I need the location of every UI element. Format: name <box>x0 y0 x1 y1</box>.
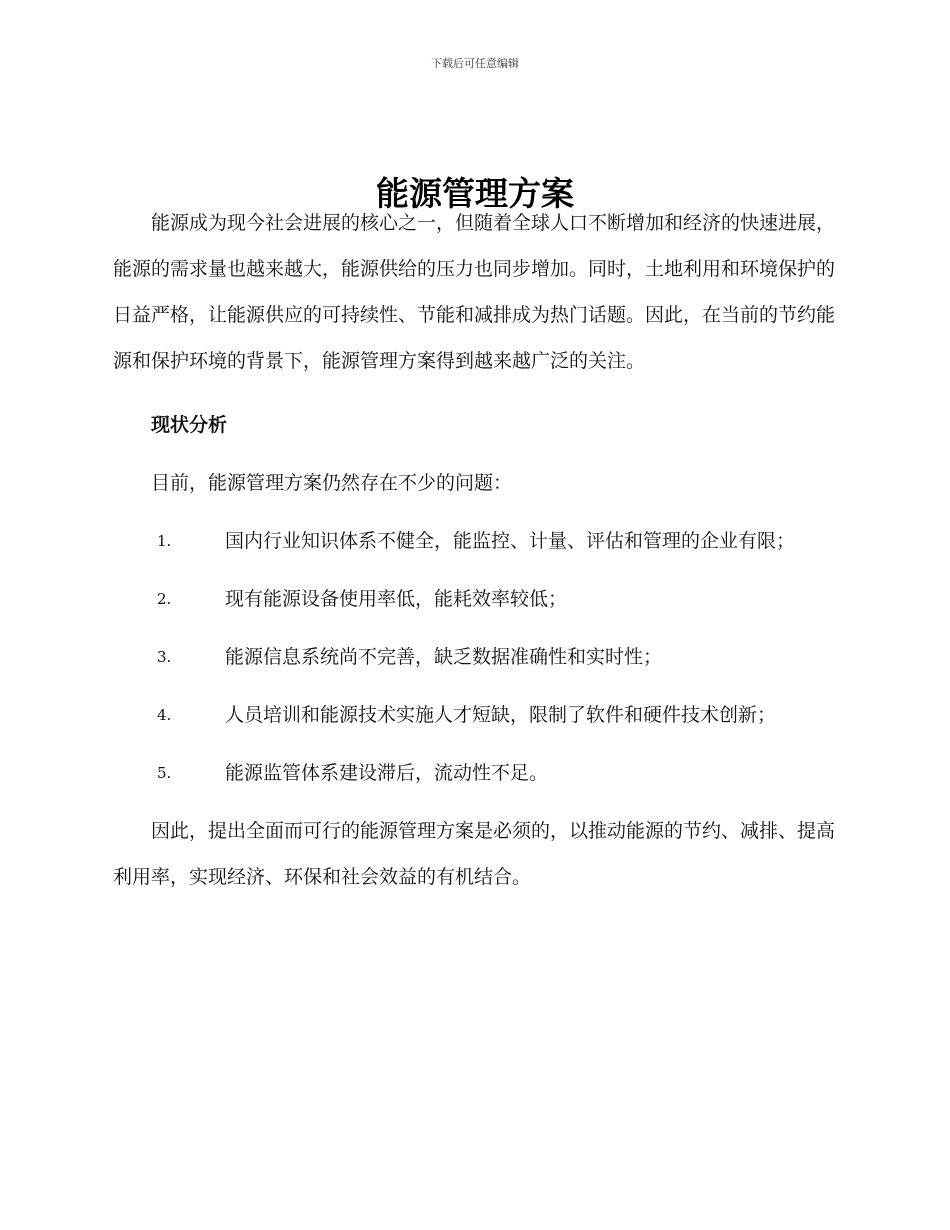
problem-list <box>113 518 835 796</box>
document-title: 能源管理方案 <box>376 174 574 214</box>
list-item <box>113 634 835 680</box>
list-item-text: 能源监管体系建设滞后，流动性不足。 <box>225 762 549 784</box>
list-item-text: 人员培训和能源技术实施人才短缺，限制了软件和硬件技术创新； <box>225 704 777 726</box>
section-intro-paragraph: 目前，能源管理方案仍然存在不少的问题： <box>151 472 513 494</box>
list-item-text: 国内行业知识体系不健全，能监控、计量、评估和管理的企业有限； <box>225 530 796 552</box>
list-item-number: 2. <box>157 590 172 608</box>
header-note: 下载后可任意编辑 <box>431 57 519 70</box>
list-item <box>113 750 835 796</box>
conclusion-paragraph: 因此，提出全面而可行的能源管理方案是必须的，以推动能源的节约、减排、提高利用率，实现经济、环保和社会效益的有机结合。 <box>113 820 836 888</box>
list-item-number: 1. <box>157 532 172 550</box>
list-item-number: 4. <box>157 706 172 724</box>
section-heading: 现状分析 <box>151 414 228 436</box>
list-item-number: 3. <box>157 648 172 666</box>
list-item-text: 能源信息系统尚不完善，缺乏数据准确性和实时性； <box>225 646 663 668</box>
document-body <box>113 200 835 900</box>
intro-paragraph: 能源成为现今社会进展的核心之一，但随着全球人口不断增加和经济的快速进展，能源的需求量也越来越大，能源供给的压力也同步增加。同时，土地利用和环境保护的日益严格，让能源供应的可持续性、节能和减排成为热门话题。因此，在当前的节约能源和保护环境的背景下，能源管理方案得到越来越广泛的关注。 <box>113 212 836 372</box>
list-item-number: 5. <box>157 764 172 782</box>
list-item <box>113 518 835 564</box>
list-item <box>113 576 835 622</box>
list-item-text: 现有能源设备使用率低，能耗效率较低； <box>225 588 568 610</box>
list-item <box>113 692 835 738</box>
